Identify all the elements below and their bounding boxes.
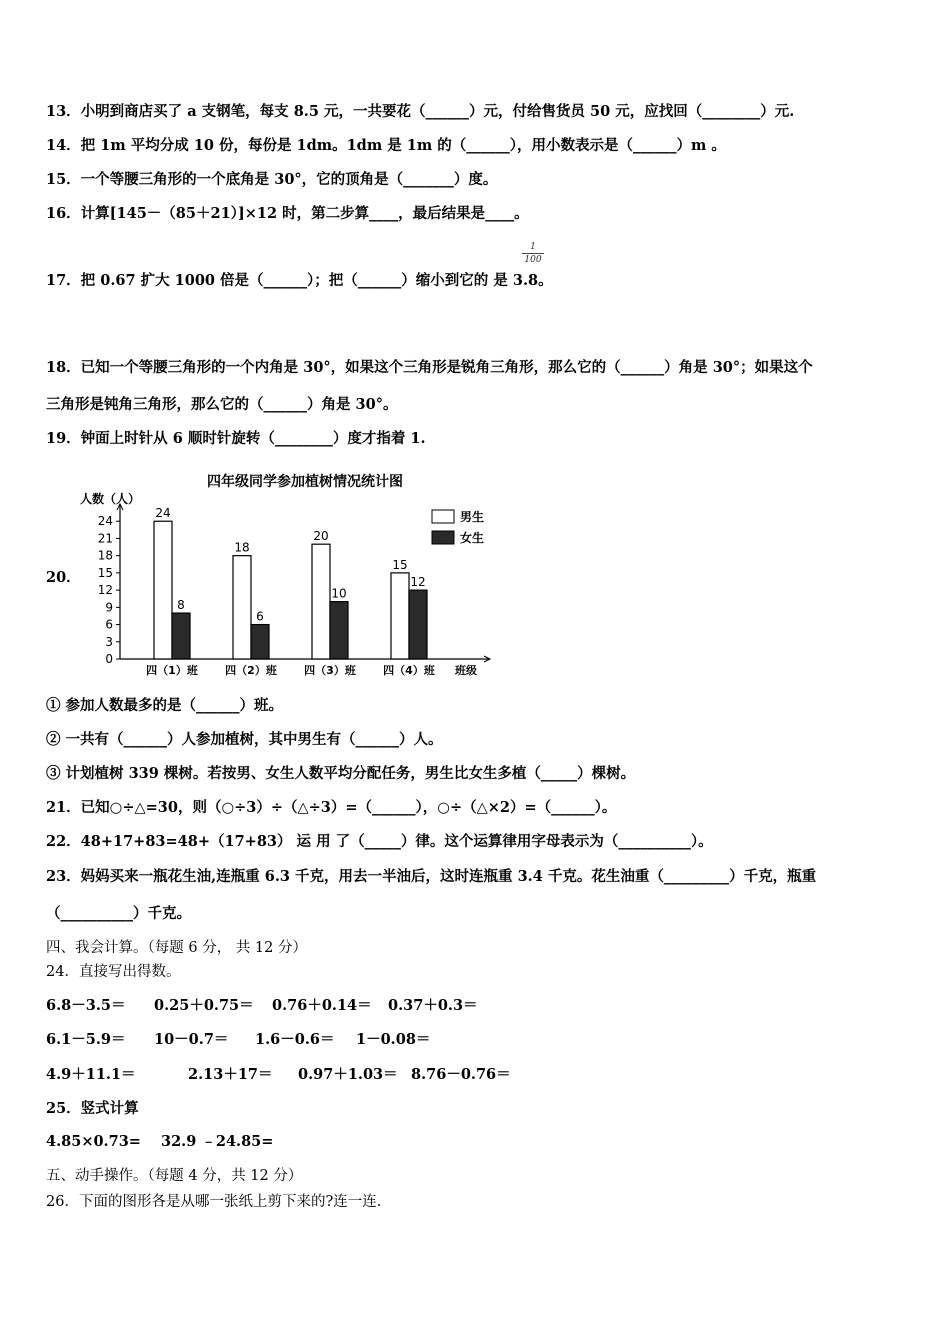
- question-16: 16．计算[145－（85＋21）]×12 时，第二步算____，最后结果是____。: [46, 205, 529, 222]
- bar-value-label: 24: [155, 506, 171, 521]
- bar-value-label: 8: [177, 598, 185, 613]
- question-21: 21．已知○÷△=30，则（○÷3）÷（△÷3）=（______），○÷（△×2）=（______）。: [46, 799, 617, 816]
- bar-value-label: 6: [256, 609, 264, 624]
- x-category-label: 四（4）班: [383, 664, 435, 677]
- calc-item: 0.37＋0.3＝: [388, 997, 478, 1014]
- bar-girls: [409, 590, 427, 659]
- calc-item: 1－0.08＝: [356, 1031, 431, 1048]
- legend-label: 女生: [460, 531, 485, 545]
- y-tick-label: 3: [105, 634, 113, 649]
- legend-label: 男生: [460, 510, 485, 524]
- calc-item: 1.6－0.6＝: [255, 1031, 335, 1048]
- legend-swatch: [432, 510, 454, 523]
- y-axis-label: 人数（人）: [80, 492, 141, 506]
- question-20-sub-2: ② 一共有（______）人参加植树，其中男生有（______）人。: [46, 731, 443, 748]
- calc-row-3: [46, 1065, 511, 1085]
- calc-row-1: [46, 996, 478, 1016]
- y-tick-label: 15: [97, 565, 113, 580]
- bar-value-label: 15: [392, 557, 408, 572]
- y-tick-label: 24: [97, 514, 113, 529]
- question-26: 26．下面的图形各是从哪一张纸上剪下来的?连一连.: [46, 1194, 382, 1210]
- x-category-label: 四（1）班: [146, 664, 198, 677]
- section-4-title: 四、我会计算。（每题 6 分， 共 12 分）: [46, 940, 307, 956]
- question-14: 14．把 1m 平均分成 10 份，每份是 1dm。1dm 是 1m 的（______），用小数表示是（______）m 。: [46, 137, 726, 154]
- question-23-line-2: （__________）千克。: [46, 905, 191, 922]
- question-20-sub-1: ① 参加人数最多的是（______）班。: [46, 697, 284, 714]
- bar-girls: [251, 625, 269, 659]
- chart-title: 四年级同学参加植树情况统计图: [207, 474, 403, 490]
- chart-svg: [70, 466, 500, 682]
- calc-item: 8.76－0.76＝: [411, 1066, 511, 1083]
- bar-boys: [312, 544, 330, 659]
- bar-value-label: 10: [331, 586, 347, 601]
- question-22: 22．48+17+83=48+（17+83） 运 用 了（_____）律。这个运算律用字母表示为（__________）。: [46, 833, 713, 850]
- section-5-title: 五、动手操作。（每题 4 分，共 12 分）: [46, 1168, 303, 1184]
- y-tick-label: 12: [97, 583, 113, 598]
- fraction-bar: [522, 253, 544, 254]
- bar-boys: [233, 556, 251, 659]
- fraction-numerator: 1: [530, 242, 536, 252]
- bar-boys: [391, 573, 409, 659]
- calc-item: 10－0.7＝: [154, 1031, 229, 1048]
- x-category-label: 四（2）班: [225, 664, 277, 677]
- fraction-denominator: 100: [524, 255, 542, 265]
- calc-item: 0.76＋0.14＝: [272, 997, 372, 1014]
- y-tick-label: 21: [97, 531, 113, 546]
- question-15: 15．一个等腰三角形的一个底角是 30°，它的顶角是（_______）度。: [46, 171, 498, 188]
- bar-girls: [172, 613, 190, 659]
- y-tick-label: 9: [105, 600, 113, 615]
- x-axis-label: 班级: [455, 664, 477, 677]
- question-25-title: 25．竖式计算: [46, 1100, 139, 1117]
- question-25-row: [46, 1132, 273, 1152]
- bar-value-label: 18: [234, 540, 250, 555]
- calc-item: 0.25＋0.75＝: [154, 997, 254, 1014]
- question-20-number: 20．: [46, 569, 81, 586]
- question-13: 13．小明到商店买了 a 支钢笔，每支 8.5 元，一共要花（______）元，付给售货员 50 元，应找回（________）元.: [46, 103, 795, 120]
- x-category-label: 四（3）班: [304, 664, 356, 677]
- calc-item: 4.9＋11.1＝: [46, 1066, 136, 1083]
- question-18-line-1: 18．已知一个等腰三角形的一个内角是 30°，如果这个三角形是锐角三角形，那么它的（______）角是 30°；如果这个: [46, 359, 813, 376]
- calc-item: 6.1－5.9＝: [46, 1031, 126, 1048]
- calc-row-2: [46, 1030, 430, 1050]
- calc-item: 6.8－3.5＝: [46, 997, 126, 1014]
- question-20-sub-3: ③ 计划植树 339 棵树。若按男、女生人数平均分配任务，男生比女生多植（_____）棵树。: [46, 765, 636, 782]
- bar-value-label: 20: [313, 529, 329, 544]
- question-24-title: 24．直接写出得数。: [46, 964, 181, 980]
- vertical-calc-item: 4.85×0.73=: [46, 1133, 141, 1150]
- bar-boys: [154, 521, 172, 659]
- bar-girls: [330, 602, 348, 659]
- y-tick-label: 18: [97, 548, 113, 563]
- fraction-one-hundredth: [520, 242, 546, 265]
- calc-item: 0.97＋1.03＝: [298, 1066, 398, 1083]
- question-17: 17．把 0.67 扩大 1000 倍是（______）；把（______）缩小到它的 是 3.8。: [46, 272, 553, 289]
- bar-value-label: 12: [410, 575, 426, 590]
- y-tick-label: 6: [105, 617, 113, 632]
- calc-item: 2.13＋17＝: [188, 1066, 273, 1083]
- legend-swatch: [432, 531, 454, 544]
- vertical-calc-item: 32.9 ﹣24.85=: [161, 1133, 274, 1150]
- question-23-line-1: 23．妈妈买来一瓶花生油,连瓶重 6.3 千克，用去一半油后，这时连瓶重 3.4 千克。花生油重（_________）千克，瓶重: [46, 868, 817, 885]
- tree-planting-bar-chart: [70, 466, 500, 682]
- question-18-line-2: 三角形是钝角三角形，那么它的（______）角是 30°。: [46, 396, 398, 413]
- y-tick-label: 0: [105, 652, 113, 666]
- question-19: 19．钟面上时针从 6 顺时针旋转（________）度才指着 1.: [46, 430, 426, 447]
